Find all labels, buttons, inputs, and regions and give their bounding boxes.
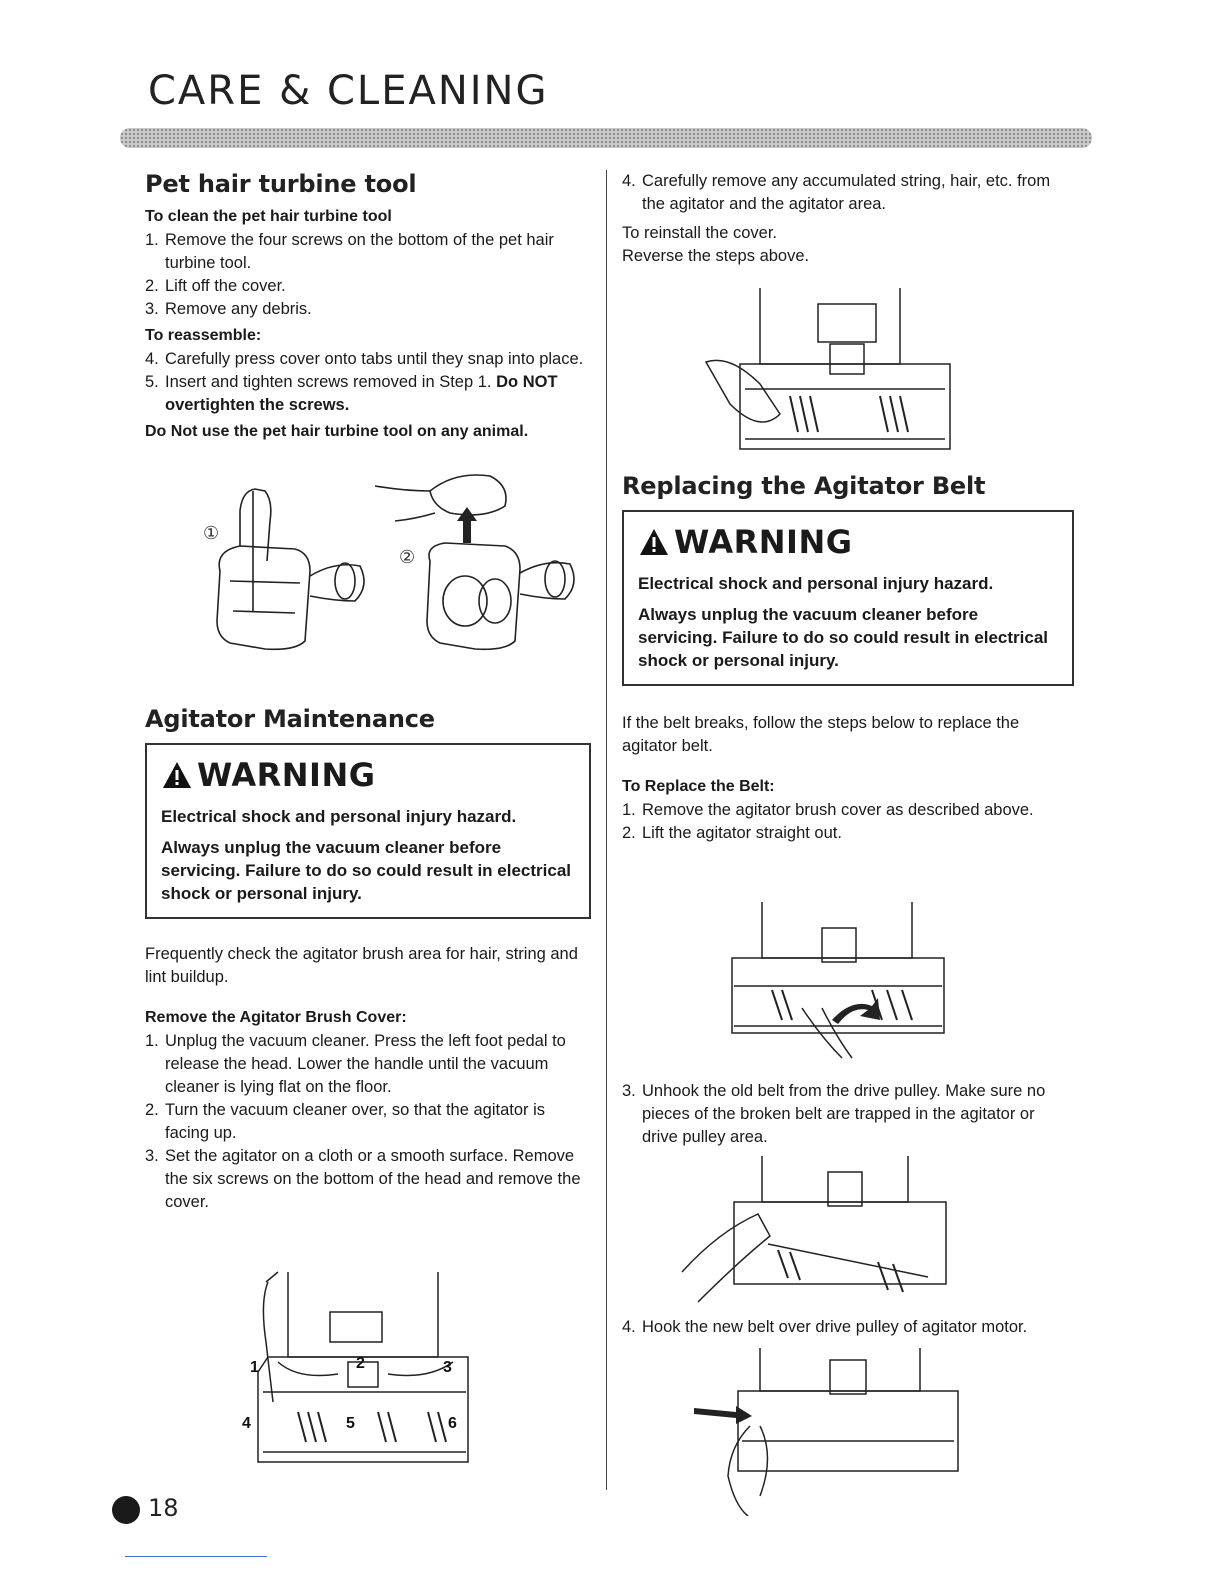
list-item: 4. Carefully press cover onto tabs until they snap into place. [145,350,584,368]
replace-belt-heading: To Replace the Belt: [622,778,775,795]
figure-label-2: ② [399,547,416,568]
belt-warning-box [622,510,1074,686]
remove-cover-heading: Remove the Agitator Brush Cover: [145,1009,407,1026]
lg-logo-icon [112,1496,140,1524]
warning-line-2: Always unplug the vacuum cleaner before servicing. Failure to do so could result in electrical shock or personal injury. [638,605,1049,670]
screw-label-3: 3 [443,1359,452,1376]
list-item: 3. Set the agitator on a cloth or a smooth surface. Remove the six screws on the bottom of the head and remove the cover. [145,1147,581,1211]
list-item: 4. Hook the new belt over drive pulley of agitator motor. [622,1318,1028,1336]
agitator-title: Agitator Maintenance [145,705,435,733]
lift-agitator-figure [722,898,952,1060]
warning-line-1: Electrical shock and personal injury hazard. [161,807,517,826]
warning-triangle-icon [161,760,193,790]
warning-word: WARNING [674,523,853,561]
list-item: 2. Lift the agitator straight out. [622,824,842,842]
agitator-intro: Frequently check the agitator brush area for hair, string and lint buildup. [145,945,578,986]
column-divider [606,170,607,1490]
hook-belt-figure [690,1346,962,1516]
pet-tool-title: Pet hair turbine tool [145,170,417,198]
screw-label-2: 2 [356,1355,365,1372]
pet-tool-clean-heading: To clean the pet hair turbine tool [145,208,392,225]
header-dotted-band [120,128,1092,148]
screw-label-1: 1 [250,1359,259,1376]
list-item: 4. Carefully remove any accumulated string, hair, etc. from the agitator and the agitator area. [622,172,1051,213]
warning-line-2: Always unplug the vacuum cleaner before servicing. Failure to do so could result in electrical shock or personal injury. [161,838,572,903]
list-item: 2. Lift off the cover. [145,277,286,295]
warning-word: WARNING [197,756,376,794]
belt-title: Replacing the Agitator Belt [622,472,986,500]
agitator-warning-box [145,743,591,919]
bottom-rule [125,1556,267,1557]
list-item: 1. Remove the four screws on the bottom of the pet hair turbine tool. [145,231,554,272]
screw-label-5: 5 [346,1415,355,1432]
warning-triangle-icon [638,527,670,557]
figure-label-1: ① [203,523,220,544]
pet-tool-caution: Do Not use the pet hair turbine tool on any animal. [145,423,529,440]
screw-label-6: 6 [448,1415,457,1432]
screw-label-4: 4 [242,1415,251,1432]
list-item: 3. Remove any debris. [145,300,312,318]
left-column [145,170,591,1214]
belt-intro: If the belt breaks, follow the steps below to replace the agitator belt. [622,714,1020,755]
page-number: 18 [148,1494,179,1522]
list-item: 3. Unhook the old belt from the drive pulley. Make sure no pieces of the broken belt are trapped in the agitator or drive pulley area. [622,1082,1046,1146]
list-item: 2. Turn the vacuum cleaner over, so that the agitator is facing up. [145,1101,546,1142]
list-item: 5. Insert and tighten screws removed in Step 1. Do NOT overtighten the screws. [145,373,558,414]
reassemble-heading: To reassemble: [145,327,262,344]
list-item: 1. Unplug the vacuum cleaner. Press the left foot pedal to release the head. Lower the handle until the vacuum cleaner is lying flat on the floor. [145,1032,566,1096]
agitator-cover-figure [238,1262,478,1472]
reinstall-text: To reinstall the cover. [622,224,777,242]
reverse-text: Reverse the steps above. [622,247,810,265]
warning-line-1: Electrical shock and personal injury hazard. [638,574,994,593]
pet-tool-figure [145,451,591,683]
page-title: CARE & CLEANING [148,68,549,114]
agitator-area-figure [700,284,960,456]
list-item: 1. Remove the agitator brush cover as described above. [622,801,1034,819]
unhook-belt-figure [678,1152,958,1312]
right-column [622,170,1074,845]
pet-tool-illustration [145,451,591,683]
